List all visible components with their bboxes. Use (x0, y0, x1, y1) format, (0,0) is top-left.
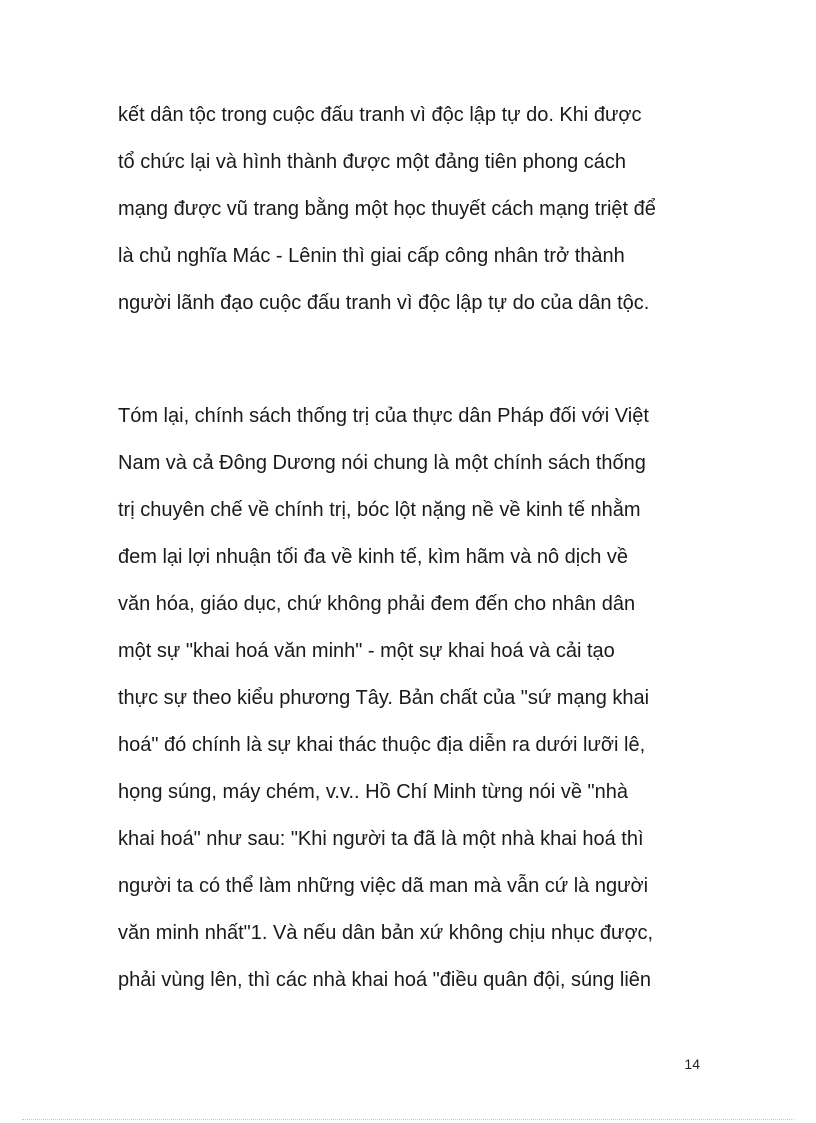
text-line: kết dân tộc trong cuộc đấu tranh vì độc lập tự do. Khi được (118, 104, 642, 126)
paragraph-2 (118, 393, 718, 1004)
text-line: hoá" đó chính là sự khai thác thuộc địa diễn ra dưới lưỡi lê, (118, 734, 646, 756)
text-line: người lãnh đạo cuộc đấu tranh vì độc lập tự do của dân tộc. (118, 292, 650, 314)
text-line: Tóm lại, chính sách thống trị của thực dân Pháp đối với Việt (118, 405, 649, 427)
text-line: một sự "khai hoá văn minh" - một sự khai hoá và cải tạo (118, 640, 615, 662)
paragraph-1 (118, 92, 718, 327)
text-line: thực sự theo kiểu phương Tây. Bản chất của "sứ mạng khai (118, 687, 650, 709)
text-line: phải vùng lên, thì các nhà khai hoá "điều quân đội, súng liên (118, 969, 652, 991)
text-line: văn hóa, giáo dục, chứ không phải đem đến cho nhân dân (118, 593, 636, 615)
text-line: Nam và cả Đông Dương nói chung là một chính sách thống (118, 452, 646, 474)
text-line: họng súng, máy chém, v.v.. Hồ Chí Minh từng nói về "nhà (118, 781, 628, 803)
text-line: khai hoá" như sau: "Khi người ta đã là một nhà khai hoá thì (118, 828, 644, 850)
text-line: trị chuyên chế về chính trị, bóc lột nặng nề về kinh tế nhằm (118, 499, 641, 521)
text-line: là chủ nghĩa Mác - Lênin thì giai cấp công nhân trở thành (118, 245, 625, 267)
text-line: đem lại lợi nhuận tối đa về kinh tế, kìm hãm và nô dịch về (118, 546, 629, 568)
text-line: mạng được vũ trang bằng một học thuyết cách mạng triệt để (118, 198, 656, 220)
text-line: tổ chức lại và hình thành được một đảng tiên phong cách (118, 151, 626, 173)
page-number: 14 (684, 1056, 700, 1072)
page-bottom-divider (22, 1119, 794, 1120)
text-line: văn minh nhất"1. Và nếu dân bản xứ không chịu nhục được, (118, 922, 654, 944)
text-line: người ta có thể làm những việc dã man mà vẫn cứ là người (118, 875, 649, 897)
